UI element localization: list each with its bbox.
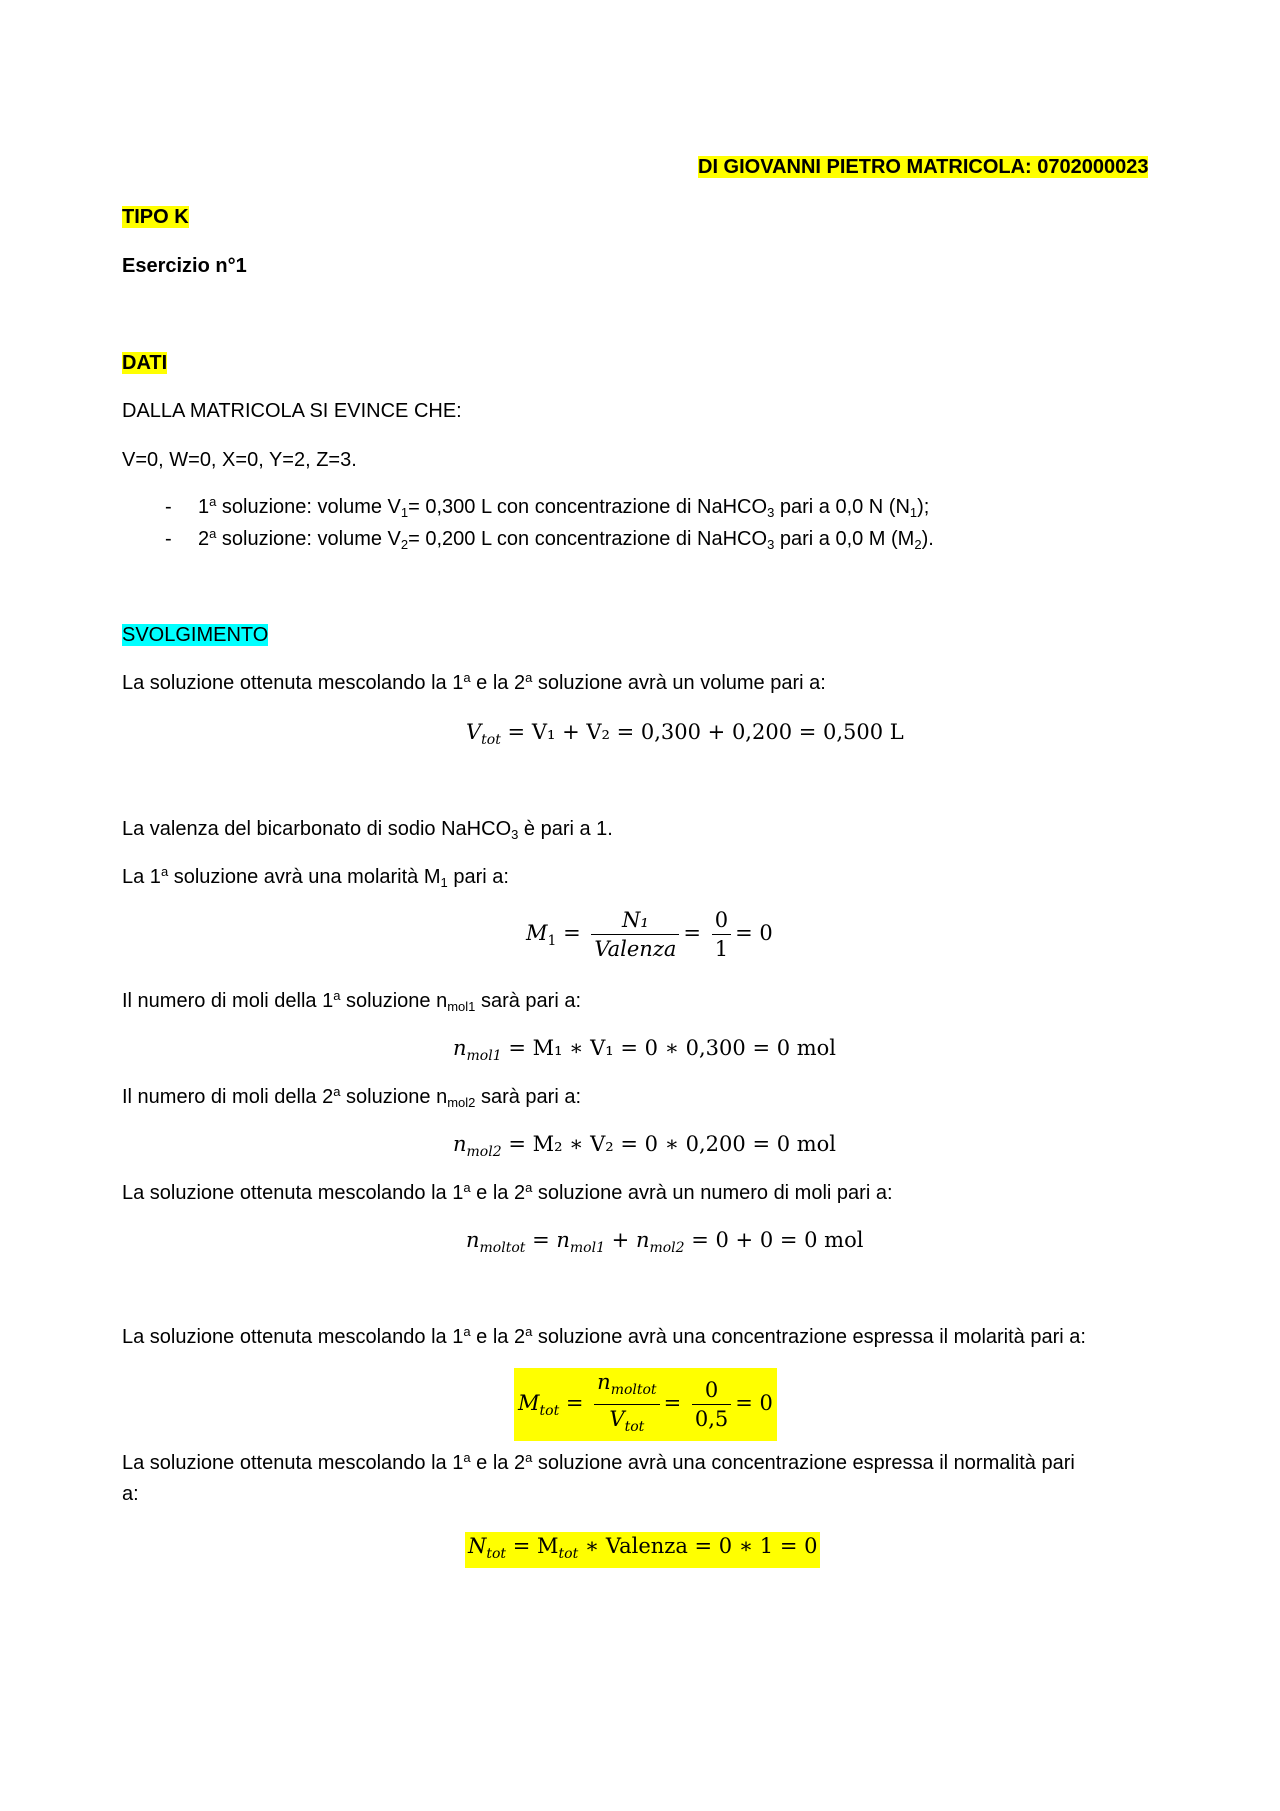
- equation-mtot: $M_{tot}$ = $\frac{n_{moltot}}{V_{tot}}$ = $\frac{0}{0,5}$ = 0: [514, 1368, 777, 1441]
- dati-intro: DALLA MATRICOLA SI EVINCE CHE:: [122, 400, 462, 422]
- svolgimento-heading: SVOLGIMENTO: [122, 624, 269, 646]
- equation-ntot: $N_{tot} = M_{tot}$ ∗ Valenza = 0 ∗ 1 = 0: [465, 1532, 820, 1568]
- equation-m1: $M_1$ = $\frac{\text{N₁}}{\text{Valenza}}$ = $\frac{0}{1}$ = 0: [526, 908, 773, 961]
- dati-values: V=0, W=0, X=0, Y=2, Z=3.: [122, 449, 357, 471]
- paragraph-moli-tot: La soluzione ottenuta mescolando la 1$^a$ e la 2$^a$ soluzione avrà un numero di moli pari a:: [122, 1180, 893, 1204]
- author-matricola: DI GIOVANNI PIETRO MATRICOLA: 0702000023: [698, 156, 1149, 178]
- paragraph-normalita-tot-cont: a:: [122, 1483, 139, 1505]
- equation-nmol2: $n_{mol2} = M_2$ ∗ V₂ = 0 ∗ 0,200 = 0 mol: [453, 1132, 837, 1160]
- paragraph-volume: La soluzione ottenuta mescolando la 1$^a$ e la 2$^a$ soluzione avrà un volume pari a:: [122, 670, 826, 694]
- equation-nmol1: $n_{mol1} = M_1$ ∗ V₁ = 0 ∗ 0,300 = 0 mol: [453, 1036, 837, 1064]
- exercise-title: Esercizio n°1: [122, 255, 247, 277]
- bullet-solution-1: 1$^a$ soluzione: volume $V_1= 0,300$ L con concentrazione di NaHCO$_3$ pari a 0,0 N $(N_1)$;: [198, 494, 930, 520]
- bullet-dash: -: [165, 496, 172, 518]
- paragraph-moli-1: Il numero di moli della 1$^a$ soluzione $n_{mol1}$ sarà pari a:: [122, 988, 581, 1014]
- dati-heading: DATI: [122, 352, 168, 374]
- equation-vtot: $V_{tot} = V_1 + V_2 = 0,300 + 0,200 = 0,500$ L: [466, 720, 904, 748]
- bullet-solution-2: 2$^a$ soluzione: volume $V_2= 0,200$ L con concentrazione di NaHCO$_3$ pari a 0,0 M $(M_2)$.: [198, 526, 934, 552]
- paragraph-molarita: La 1$^a$ soluzione avrà una molarità $M_1$ pari a:: [122, 864, 509, 890]
- tipo-label: TIPO K: [122, 206, 189, 228]
- bullet-dash: -: [165, 528, 172, 550]
- equation-nmoltot: $n_{moltot} = n_{mol1} + n_{mol2} = 0 + 0 = 0$ mol: [466, 1228, 864, 1256]
- paragraph-normalita-tot: La soluzione ottenuta mescolando la 1$^a$ e la 2$^a$ soluzione avrà una concentrazione espressa il normalità pari: [122, 1450, 1075, 1474]
- paragraph-moli-2: Il numero di moli della 2$^a$ soluzione $n_{mol2}$ sarà pari a:: [122, 1084, 581, 1110]
- paragraph-molarita-tot: La soluzione ottenuta mescolando la 1$^a$ e la 2$^a$ soluzione avrà una concentrazione espressa il molarità pari a:: [122, 1324, 1086, 1348]
- paragraph-valenza: La valenza del bicarbonato di sodio NaHCO$_3$ è pari a 1.: [122, 818, 613, 842]
